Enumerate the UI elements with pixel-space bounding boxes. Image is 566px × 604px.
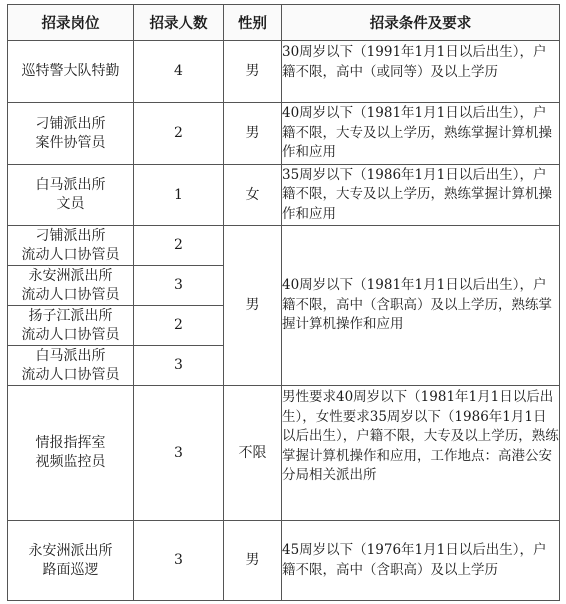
requirement-cell: 35周岁以下（1986年1月1日以后出生），户籍不限，大专及以上学历，熟练掌握计算机操作和应用 [282, 165, 560, 226]
position-line: 案件协管员 [35, 134, 106, 151]
position-cell [8, 41, 134, 103]
requirement-cell: 40周岁以下（1981年1月1日以后出生），户籍不限，大专及以上学历，熟练掌握计算机操作和应用 [282, 103, 560, 165]
requirement-cell: 男性要求40周岁以下（1981年1月1日以后出生），女性要求35周岁以下（1986年1月1日以后出生），户籍不限，大专及以上学历，熟练掌握计算机操作和应用，工作地点：高港公安分局相关派出所 [282, 386, 560, 521]
count-cell: 2 [134, 226, 224, 266]
count-cell: 2 [134, 306, 224, 346]
header-position: 招录岗位 [8, 5, 134, 41]
count-cell: 3 [134, 521, 224, 601]
header-gender: 性别 [224, 5, 282, 41]
table-row [8, 103, 560, 165]
gender-cell: 男 [224, 41, 282, 103]
count-cell: 3 [134, 386, 224, 521]
position-line: 流动人口协管员 [21, 326, 120, 343]
gender-cell: 男 [224, 103, 282, 165]
position-cell [8, 266, 134, 306]
position-cell [8, 165, 134, 226]
position-line: 刁铺派出所 [35, 227, 106, 244]
gender-cell: 男 [224, 521, 282, 601]
position-line: 情报指挥室 [35, 435, 106, 451]
count-cell: 4 [134, 41, 224, 103]
position-cell [8, 386, 134, 521]
count-cell: 2 [134, 103, 224, 165]
position-line: 路面巡逻 [42, 561, 99, 578]
gender-cell: 不限 [224, 386, 282, 521]
position-line: 流动人口协管员 [21, 286, 120, 303]
position-line: 文员 [56, 196, 85, 212]
count-cell: 3 [134, 266, 224, 306]
table-row [8, 521, 560, 601]
table-row [8, 226, 560, 266]
table-row [8, 165, 560, 226]
position-line: 巡特警大队特勤 [21, 63, 120, 79]
gender-cell-merged: 男 [224, 226, 282, 386]
position-cell [8, 226, 134, 266]
position-line: 永安洲派出所 [28, 267, 113, 284]
requirement-cell: 45周岁以下（1976年1月1日以后出生），户籍不限，高中（含职高）及以上学历 [282, 521, 560, 601]
position-line: 流动人口协管员 [21, 246, 120, 263]
table-row [8, 41, 560, 103]
count-cell: 1 [134, 165, 224, 226]
header-requirement: 招录条件及要求 [282, 5, 560, 41]
position-line: 白马派出所 [35, 347, 106, 364]
position-cell [8, 103, 134, 165]
header-row [8, 5, 560, 41]
position-line: 刁铺派出所 [35, 115, 106, 132]
recruitment-table [7, 4, 560, 601]
requirement-cell-merged: 40周岁以下（1981年1月1日以后出生），户籍不限，高中（含职高）及以上学历，熟练掌握计算机操作和应用 [282, 226, 560, 386]
header-count: 招录人数 [134, 5, 224, 41]
table-row [8, 386, 560, 521]
position-line: 扬子江派出所 [28, 307, 113, 324]
count-cell: 3 [134, 346, 224, 386]
position-cell [8, 521, 134, 601]
position-line: 白马派出所 [35, 177, 106, 193]
requirement-cell: 30周岁以下（1991年1月1日以后出生），户籍不限，高中（或同等）及以上学历 [282, 41, 560, 103]
gender-cell: 女 [224, 165, 282, 226]
position-line: 流动人口协管员 [21, 366, 120, 383]
position-cell [8, 306, 134, 346]
position-line: 视频监控员 [35, 454, 106, 470]
position-cell [8, 346, 134, 386]
position-line: 永安洲派出所 [28, 542, 113, 559]
